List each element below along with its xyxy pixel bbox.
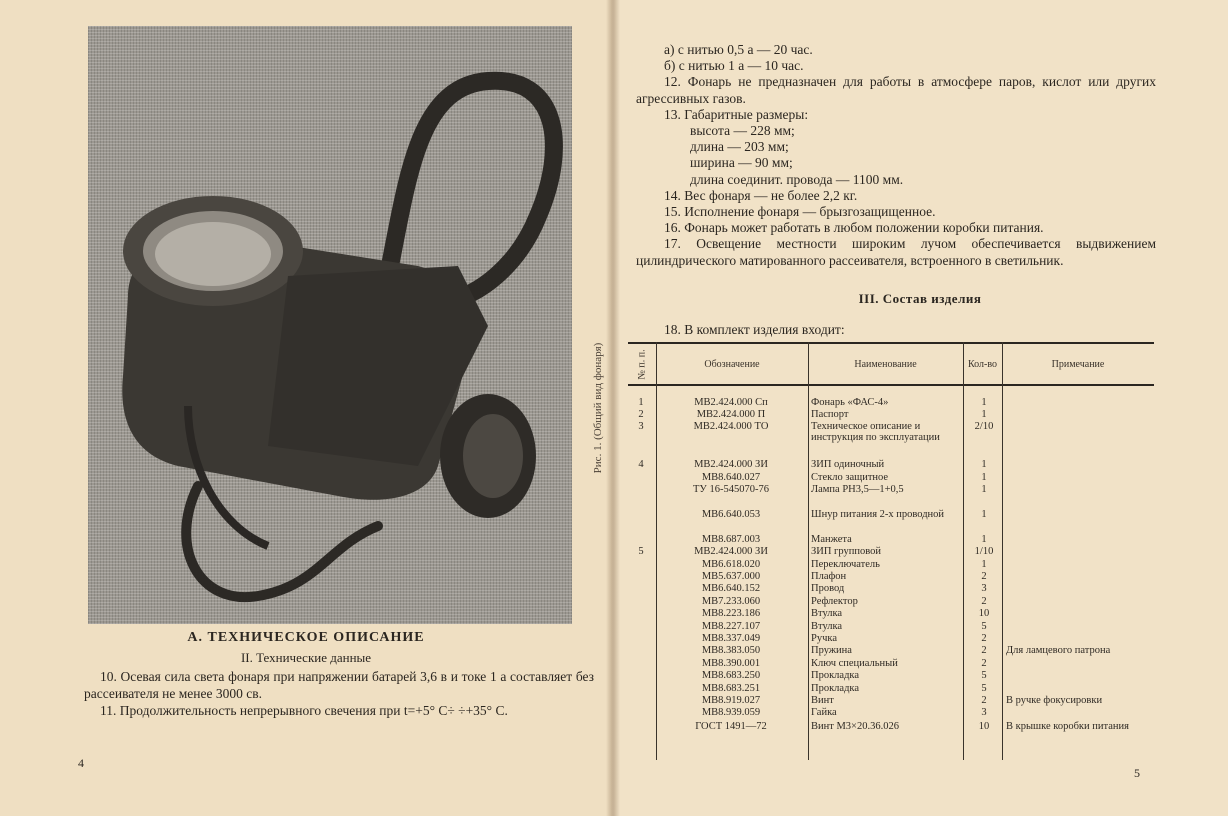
cell-qty: 2 bbox=[981, 658, 987, 669]
left-page bbox=[0, 0, 612, 816]
cell-name: Прокладка bbox=[811, 683, 860, 694]
cell-qty: 10 bbox=[978, 608, 990, 619]
paragraph: 12. Фонарь не предназначен для работы в атмосфере паров, кислот или других агрессивных газов. bbox=[636, 74, 1156, 106]
cell-code: МВ6.640.053 bbox=[701, 509, 761, 520]
paragraph: длина соединит. провода — 1100 мм. bbox=[690, 171, 904, 187]
cell-code: МВ2.424.000 ЗИ bbox=[694, 459, 768, 470]
cell-name: Ключ специальный bbox=[811, 658, 898, 669]
paragraph: длина — 203 мм; bbox=[690, 139, 789, 155]
paragraph: 16. Фонарь может работать в любом положении коробки питания. bbox=[664, 220, 1044, 236]
cell-name: Провод bbox=[811, 583, 845, 594]
cell-code: МВ8.919.027 bbox=[701, 695, 761, 706]
cell-qty: 5 bbox=[981, 683, 987, 694]
cell-code: МВ8.227.107 bbox=[701, 621, 761, 632]
cell-qty: 2 bbox=[981, 645, 987, 656]
cell-qty: 1 bbox=[981, 459, 987, 470]
page-number: 4 bbox=[78, 756, 84, 770]
cell-name: Стекло защитное bbox=[811, 472, 889, 483]
paragraph: 13. Габаритные размеры: bbox=[664, 106, 809, 122]
cell-qty: 2 bbox=[981, 596, 987, 607]
cell-num: 3 bbox=[638, 421, 644, 432]
header-name: Наименование bbox=[854, 358, 917, 370]
cell-note: В ручке фокусировки bbox=[1006, 695, 1103, 706]
cell-num: 5 bbox=[638, 546, 644, 557]
cell-qty: 1 bbox=[981, 534, 987, 545]
paragraph: 17. Освещение местности широким лучом обеспечивается выдвижением цилиндрического матированного рассеивателя, встроенного в светильник. bbox=[636, 236, 1156, 268]
cell-name: Ручка bbox=[811, 633, 837, 644]
lantern-illustration bbox=[88, 26, 572, 624]
cell-code: МВ5.637.000 bbox=[701, 571, 761, 582]
cell-qty: 2 bbox=[981, 571, 987, 582]
cell-qty: 2/10 bbox=[974, 421, 994, 432]
figure-caption: Рис. 1. (Общий вид фонаря) bbox=[592, 342, 604, 474]
cell-note: Для ламцевого патрона bbox=[1006, 645, 1111, 656]
cell-qty: 10 bbox=[978, 721, 990, 732]
cell-name: Фонарь «ФАС-4» bbox=[811, 397, 889, 408]
paragraph: 10. Осевая сила света фонаря при напряжении батарей 3,6 в и токе 1 а составляет без рассеивателя не менее 3000 св. bbox=[84, 669, 594, 701]
cell-qty: 1 bbox=[981, 484, 987, 495]
book-spine bbox=[606, 0, 620, 816]
cell-code: МВ2.424.000 ТО bbox=[693, 421, 769, 432]
cell-code: МВ6.618.020 bbox=[701, 559, 761, 570]
cell-name: Манжета bbox=[811, 534, 852, 545]
cell-qty: 5 bbox=[981, 670, 987, 681]
cell-qty: 1 bbox=[981, 409, 987, 420]
cell-qty: 2 bbox=[981, 633, 987, 644]
header-note: Примечание bbox=[1051, 358, 1105, 370]
cell-code: МВ6.640.152 bbox=[701, 583, 761, 594]
cell-name: Переключатель bbox=[811, 559, 880, 570]
cell-code: МВ8.640.027 bbox=[701, 472, 761, 483]
paragraph: 15. Исполнение фонаря — брызгозащищенное. bbox=[664, 204, 936, 220]
cell-name: Лампа РН3,5—1+0,5 bbox=[811, 484, 904, 495]
cell-name: Пружина bbox=[811, 645, 852, 656]
cell-name: Прокладка bbox=[811, 670, 860, 681]
header-qty: Кол-во bbox=[967, 358, 997, 370]
section-title: III. Состав изделия bbox=[858, 291, 982, 306]
cell-code: МВ8.337.049 bbox=[701, 633, 761, 644]
cell-code: МВ8.390.001 bbox=[701, 658, 761, 669]
paragraph: 11. Продолжительность непрерывного свечения при t=+5° С÷ ÷+35° С. bbox=[100, 703, 508, 718]
cell-code: МВ8.383.050 bbox=[701, 645, 761, 656]
paragraph: высота — 228 мм; bbox=[690, 123, 795, 139]
cell-note: В крышке коробки питания bbox=[1006, 721, 1129, 732]
cell-code: ГОСТ 1491—72 bbox=[695, 721, 767, 732]
cell-qty: 5 bbox=[981, 621, 987, 632]
cell-code: МВ2.424.000 П bbox=[696, 409, 766, 420]
cell-code: МВ8.683.251 bbox=[701, 683, 761, 694]
cell-code: МВ2.424.000 Сп bbox=[694, 397, 768, 408]
cell-qty: 1 bbox=[981, 397, 987, 408]
cell-num: 2 bbox=[638, 409, 644, 420]
header-code: Обозначение bbox=[704, 358, 760, 370]
cell-name: Шнур питания 2-х проводной bbox=[811, 509, 945, 520]
cell-qty: 1 bbox=[981, 559, 987, 570]
cell-name: Рефлектор bbox=[811, 596, 858, 607]
cell-name: Винт bbox=[811, 695, 834, 706]
cell-qty: 3 bbox=[981, 583, 987, 594]
cell-name: Втулка bbox=[811, 608, 843, 619]
left-text bbox=[84, 668, 594, 719]
cell-name: Втулка bbox=[811, 621, 843, 632]
cell-code: МВ8.687.003 bbox=[701, 534, 761, 545]
cell-qty: 1 bbox=[981, 472, 987, 483]
cell-code: МВ8.939.059 bbox=[701, 707, 761, 718]
cell-name: Техническое описание и инструкция по эксплуатации bbox=[811, 421, 940, 443]
paragraph: б) с нитью 1 а — 10 час. bbox=[664, 58, 804, 74]
right-text bbox=[636, 42, 1156, 269]
cell-name: Паспорт bbox=[811, 409, 849, 420]
section-title: А. ТЕХНИЧЕСКОЕ ОПИСАНИЕ bbox=[187, 630, 425, 645]
cell-name: ЗИП одиночный bbox=[811, 459, 885, 470]
cell-name: ЗИП групповой bbox=[811, 546, 881, 557]
cell-name: Плафон bbox=[811, 571, 847, 582]
composition-table bbox=[628, 342, 1154, 760]
paragraph: ширина — 90 мм; bbox=[690, 155, 793, 171]
paragraph: а) с нитью 0,5 а — 20 час. bbox=[664, 42, 813, 57]
cell-name: Винт М3×20.36.026 bbox=[811, 721, 899, 732]
lantern-photo bbox=[88, 26, 572, 624]
cell-name: Гайка bbox=[811, 707, 837, 718]
cell-code: МВ8.223.186 bbox=[701, 608, 761, 619]
cell-num: 1 bbox=[638, 397, 644, 408]
cell-qty: 1/10 bbox=[974, 546, 994, 557]
subsection-title: II. Технические данные bbox=[240, 650, 372, 665]
paragraph: 14. Вес фонаря — не более 2,2 кг. bbox=[664, 187, 858, 203]
cell-qty: 2 bbox=[981, 695, 987, 706]
cell-code: МВ2.424.000 ЗИ bbox=[694, 546, 768, 557]
right-page bbox=[612, 0, 1228, 816]
header-num: № п. п. bbox=[636, 348, 648, 380]
cell-code: ТУ 16-545070-76 bbox=[693, 484, 769, 495]
cell-code: МВ7.233.060 bbox=[701, 596, 761, 607]
cell-qty: 3 bbox=[981, 707, 987, 718]
cell-code: МВ8.683.250 bbox=[701, 670, 761, 681]
cell-qty: 1 bbox=[981, 509, 987, 520]
page-number: 5 bbox=[1134, 766, 1140, 780]
table-intro: 18. В комплект изделия входит: bbox=[664, 322, 845, 337]
cell-num: 4 bbox=[638, 459, 644, 470]
